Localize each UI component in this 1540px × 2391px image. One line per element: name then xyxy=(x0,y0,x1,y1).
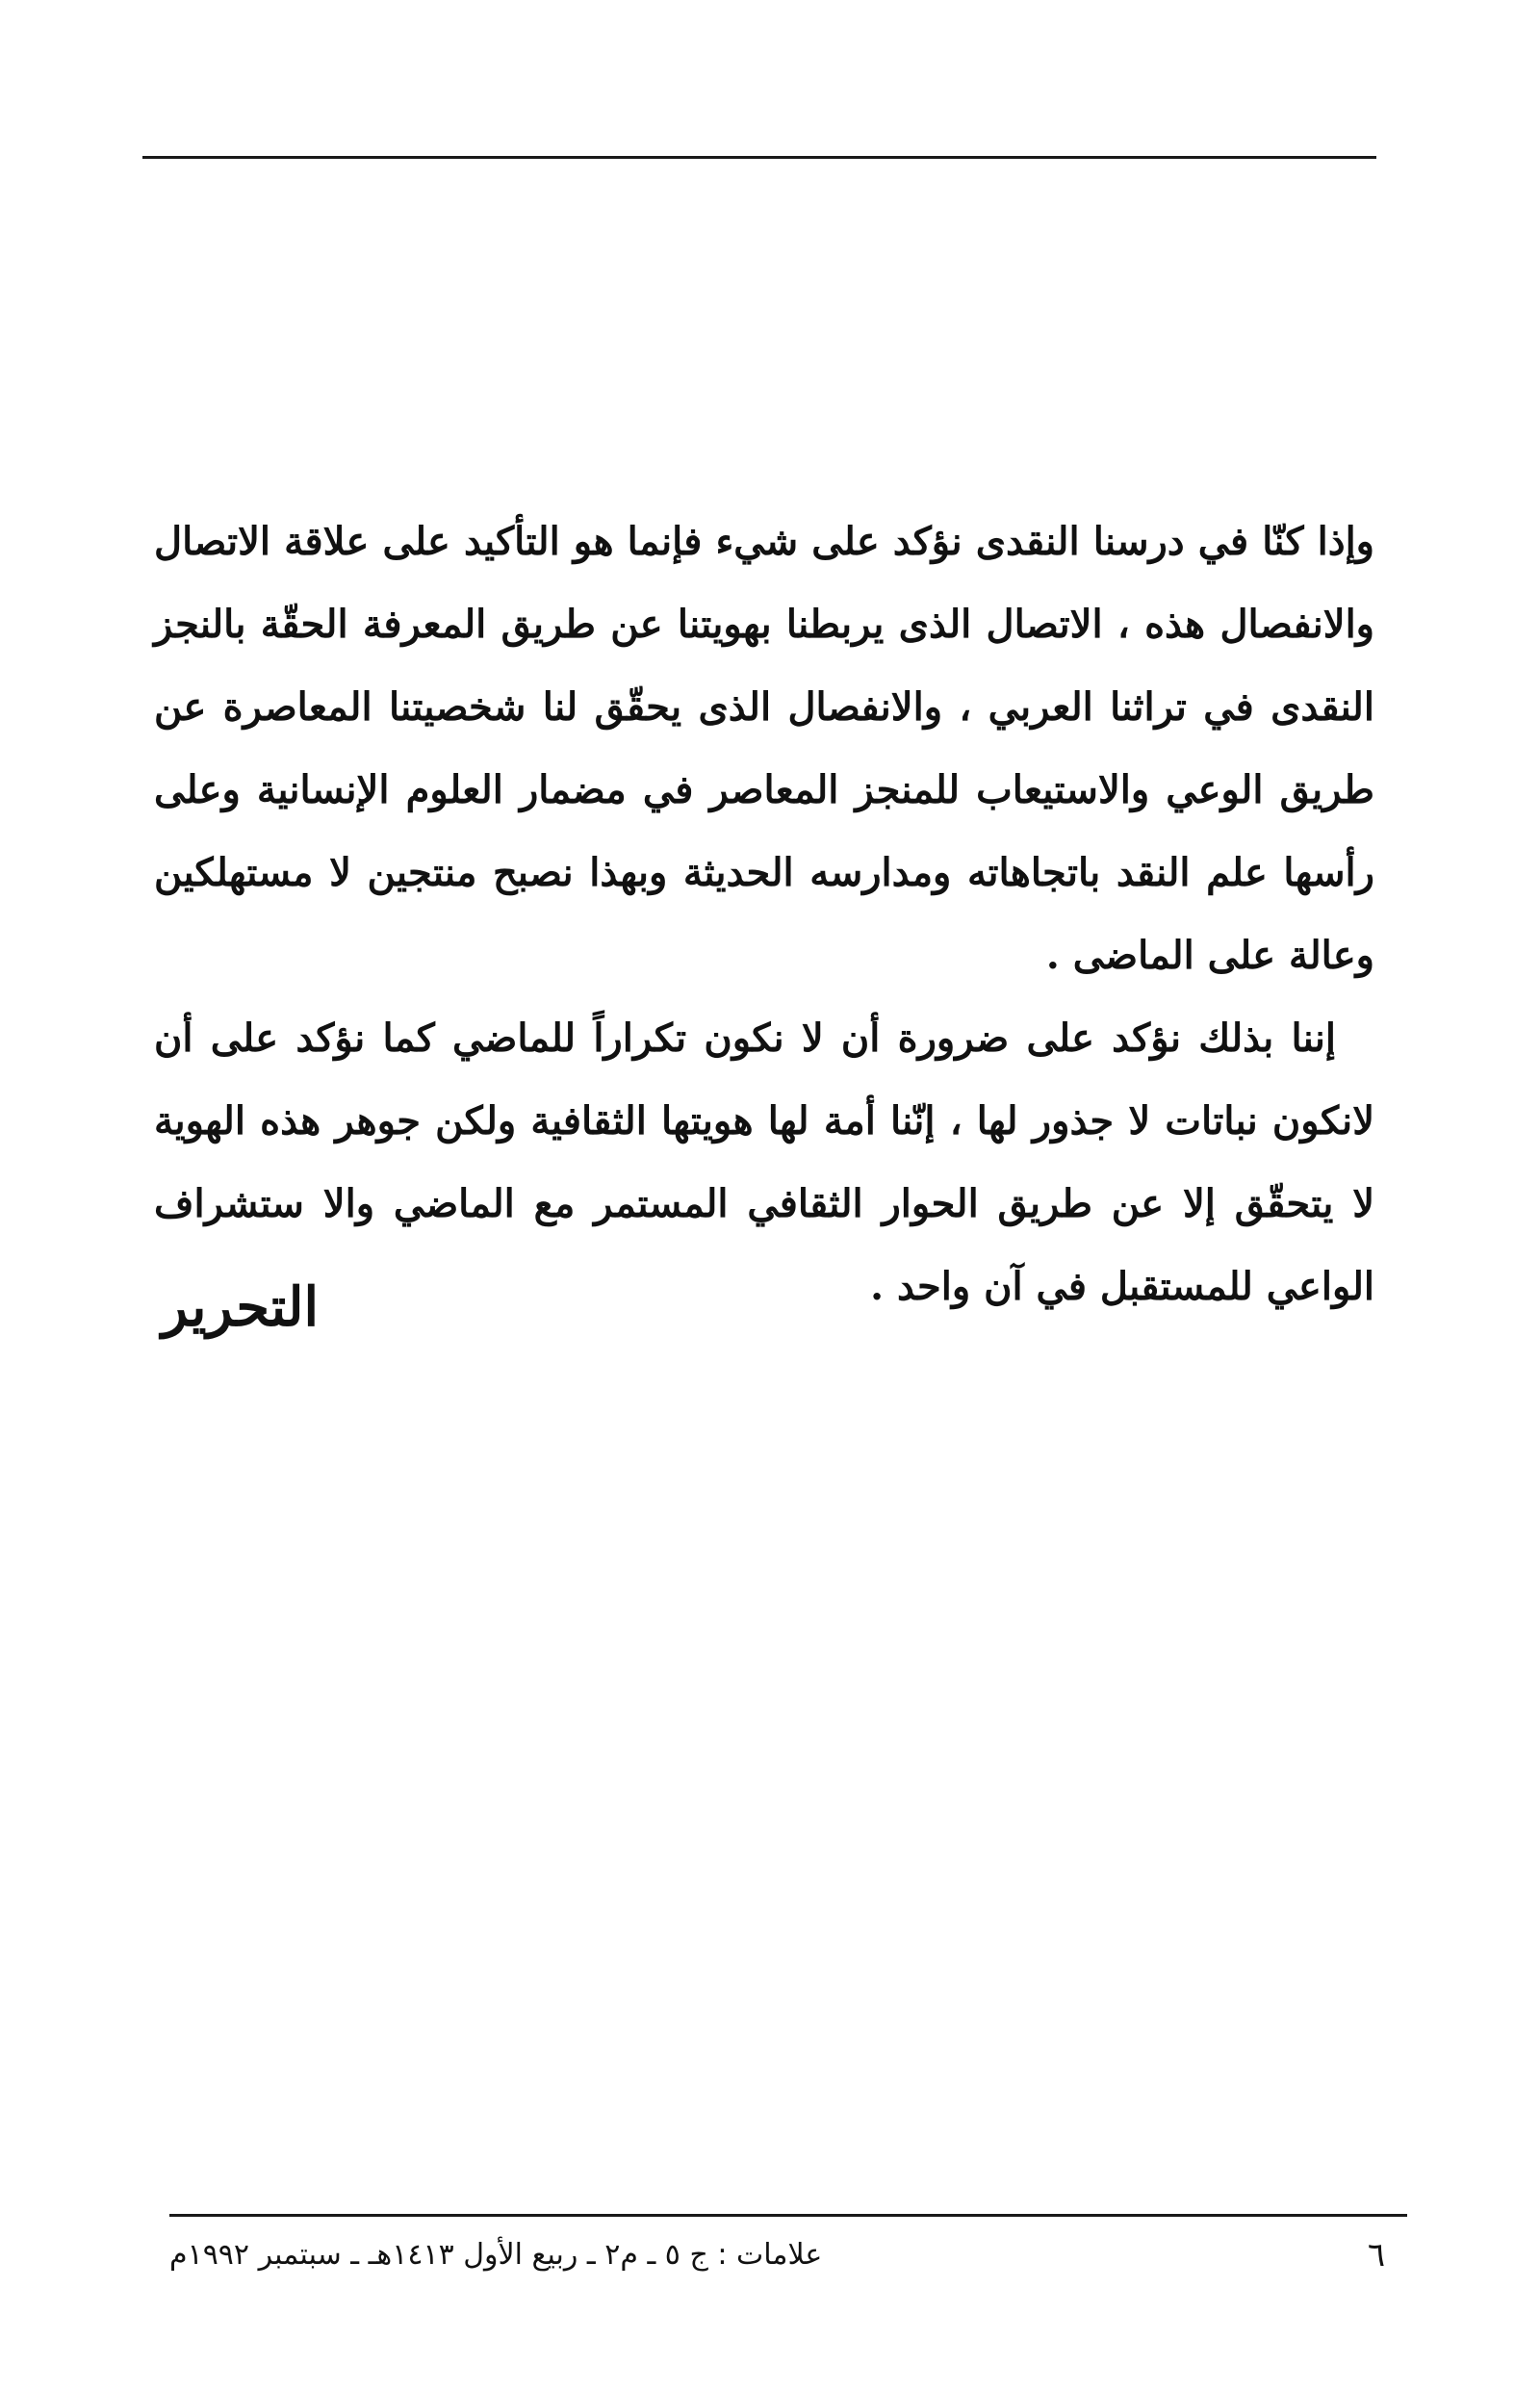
editorial-signature: التحرير xyxy=(162,1275,320,1339)
header-rule xyxy=(142,156,1376,159)
editorial-body xyxy=(154,501,1374,1328)
page-number: ٦ xyxy=(1367,2236,1386,2275)
paragraph: إننا بذلك نؤكد على ضرورة أن لا نكون تكراراً للماضي كما نؤكد على أن لانكون نباتات لا جذور لها ، إنّنا أمة لها هويتها الثقافية ولكن جوهر هذه الهوية لا يتحقّق إلا عن طريق الحوار الثقافي المستمر مع الماضي والا ستشراف الواعي للمستقبل في آن واحد . xyxy=(154,1016,1375,1309)
paragraph: وإذا كنّا في درسنا النقدى نؤكد على شيء فإنما هو التأكيد على علاقة الاتصال والانفصال هذه ، الاتصال الذى يربطنا بهويتنا عن طريق المعرفة الحقّة بالنجز النقدى في تراثنا العربي ، والانفصال الذى يحقّق لنا شخصيتنا المعاصرة عن طريق الوعي والاستيعاب للمنجز المعاصر في مضمار العلوم الإنسانية وعلى رأسها علم النقد باتجاهاته ومدارسه الحديثة وبهذا نصبح منتجين لا مستهلكين وعالة على الماضى . xyxy=(154,519,1374,978)
footer-citation: علامات : ج ٥ ـ م٢ ـ ربيع الأول ١٤١٣هـ ـ سبتمبر ١٩٩٢م xyxy=(169,2238,823,2272)
footer-rule xyxy=(169,2214,1407,2217)
